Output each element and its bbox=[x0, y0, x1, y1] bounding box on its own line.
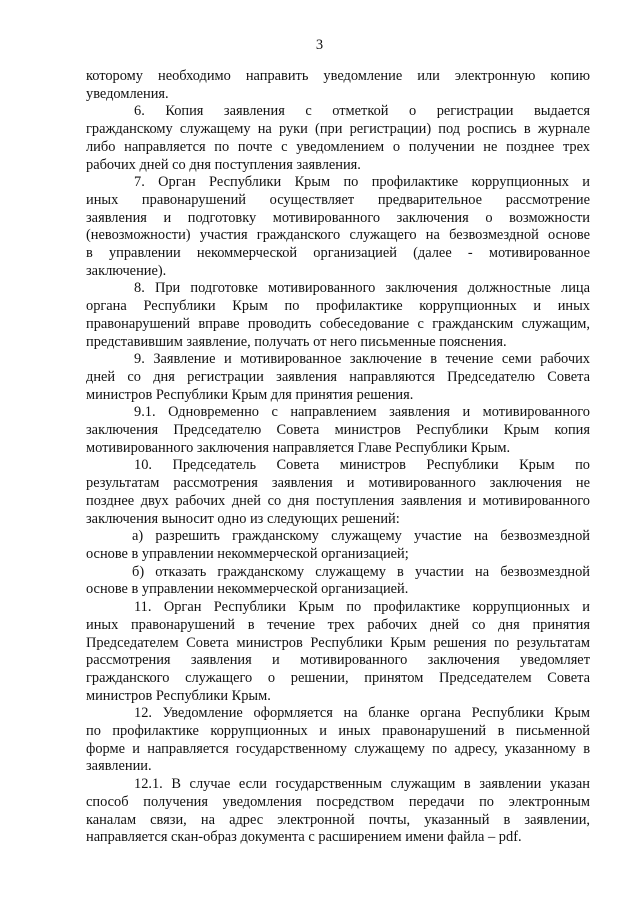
text-line: Председателем Совета министров Республики Крым решения по результатам bbox=[86, 634, 590, 651]
text-line: 8. При подготовке мотивированного заключения должностные лица bbox=[134, 280, 590, 297]
paragraph-12 bbox=[86, 705, 590, 776]
text-line: министров Республики Крым для принятия решения. bbox=[86, 386, 414, 403]
text-line: 9.1. Одновременно с направлением заявления и мотивированного bbox=[134, 404, 590, 421]
text-line: основе в управлении некоммерческой организацией. bbox=[86, 581, 409, 598]
paragraph-12-1 bbox=[86, 776, 590, 847]
text-line: 7. Орган Республики Крым по профилактике коррупционных и bbox=[134, 174, 590, 191]
text-line: а) разрешить гражданскому служащему участие на безвозмездной bbox=[132, 528, 590, 545]
text-line: рабочих дней со дня поступления заявления. bbox=[86, 156, 361, 173]
text-line: 12. Уведомление оформляется на бланке органа Республики Крым bbox=[134, 705, 590, 722]
text-line: заявлении. bbox=[86, 758, 152, 775]
text-line: дней со дня регистрации заявления направляются Председателю Совета bbox=[86, 368, 590, 385]
text-line: 11. Орган Республики Крым по профилактике коррупционных и bbox=[134, 599, 590, 616]
text-line: заключения Председателю Совета министров Республики Крым копия bbox=[86, 422, 590, 439]
paragraph-7 bbox=[86, 174, 590, 280]
text-line: 12.1. В случае если государственным служащим в заявлении указан bbox=[134, 776, 590, 793]
text-line: гражданского служащего о решении, принятом Председателем Совета bbox=[86, 669, 590, 686]
text-line: основе в управлении некоммерческой организацией; bbox=[86, 545, 409, 562]
text-line: результатам рассмотрения заявления и мотивированного заключения не bbox=[86, 475, 590, 492]
paragraph-10-a bbox=[86, 528, 590, 563]
paragraph-10 bbox=[86, 457, 590, 528]
text-line: иных правонарушений осуществляет предварительное рассмотрение bbox=[86, 191, 590, 208]
text-line: 10. Председатель Совета министров Республики Крым по bbox=[134, 457, 590, 474]
text-line: позднее двух рабочих дней со дня поступления заявления и мотивированного bbox=[86, 492, 590, 509]
text-line: заключения выносит одно из следующих решений: bbox=[86, 510, 400, 527]
text-line: органа Республики Крым по профилактике коррупционных и иных bbox=[86, 298, 590, 315]
text-line: в управлении некоммерческой организацией (далее - мотивированное bbox=[86, 245, 590, 262]
text-line: заключение). bbox=[86, 262, 167, 279]
text-line: представившим заявление, получать от него письменные пояснения. bbox=[86, 333, 507, 350]
text-line: заявления и подготовку мотивированного заключения о возможности bbox=[86, 209, 590, 226]
text-line: министров Республики Крым. bbox=[86, 687, 271, 704]
text-line: иных правонарушений в течение трех рабочих дней со дня принятия bbox=[86, 616, 590, 633]
paragraph-6 bbox=[86, 103, 590, 174]
text-line: 9. Заявление и мотивированное заключение в течение семи рабочих bbox=[134, 351, 590, 368]
text-line: (невозможности) участия гражданского служащего на безвозмездной основе bbox=[86, 227, 590, 244]
text-line: 6. Копия заявления с отметкой о регистрации выдается bbox=[134, 103, 590, 120]
paragraph-9-1 bbox=[86, 404, 590, 457]
paragraph-8 bbox=[86, 280, 590, 351]
text-line: уведомления. bbox=[86, 85, 169, 102]
document-body bbox=[86, 68, 590, 847]
text-line: направляется скан-образ документа с расширением имени файла – pdf. bbox=[86, 829, 522, 846]
text-line: форме и направляется государственному служащему по адресу, указанному в bbox=[86, 740, 590, 757]
text-line: по профилактике коррупционных и иных правонарушений в письменной bbox=[86, 723, 590, 740]
text-line: способ получения уведомления посредством передачи по электронным bbox=[86, 793, 590, 810]
paragraph-10-b bbox=[86, 564, 590, 599]
text-line: правонарушений вправе проводить собеседование с гражданским служащим, bbox=[86, 315, 590, 332]
paragraph-11 bbox=[86, 599, 590, 705]
text-line: б) отказать гражданскому служащему в участии на безвозмездной bbox=[132, 563, 590, 580]
text-line: либо направляется по почте с уведомлением о получении не позднее трех bbox=[86, 138, 590, 155]
page-number: 3 bbox=[315, 37, 324, 53]
text-line: каналам связи, на адрес электронной почты, указанный в заявлении, bbox=[86, 811, 590, 828]
text-line: мотивированного заключения направляется Главе Республики Крым. bbox=[86, 439, 511, 456]
text-line: гражданскому служащему на руки (при регистрации) под роспись в журнале bbox=[86, 121, 590, 138]
text-line: которому необходимо направить уведомление или электронную копию bbox=[86, 68, 590, 84]
text-line: рассмотрения заявления и мотивированного заключения уведомляет bbox=[86, 652, 590, 669]
paragraph-continuation bbox=[86, 68, 590, 103]
paragraph-9 bbox=[86, 351, 590, 404]
